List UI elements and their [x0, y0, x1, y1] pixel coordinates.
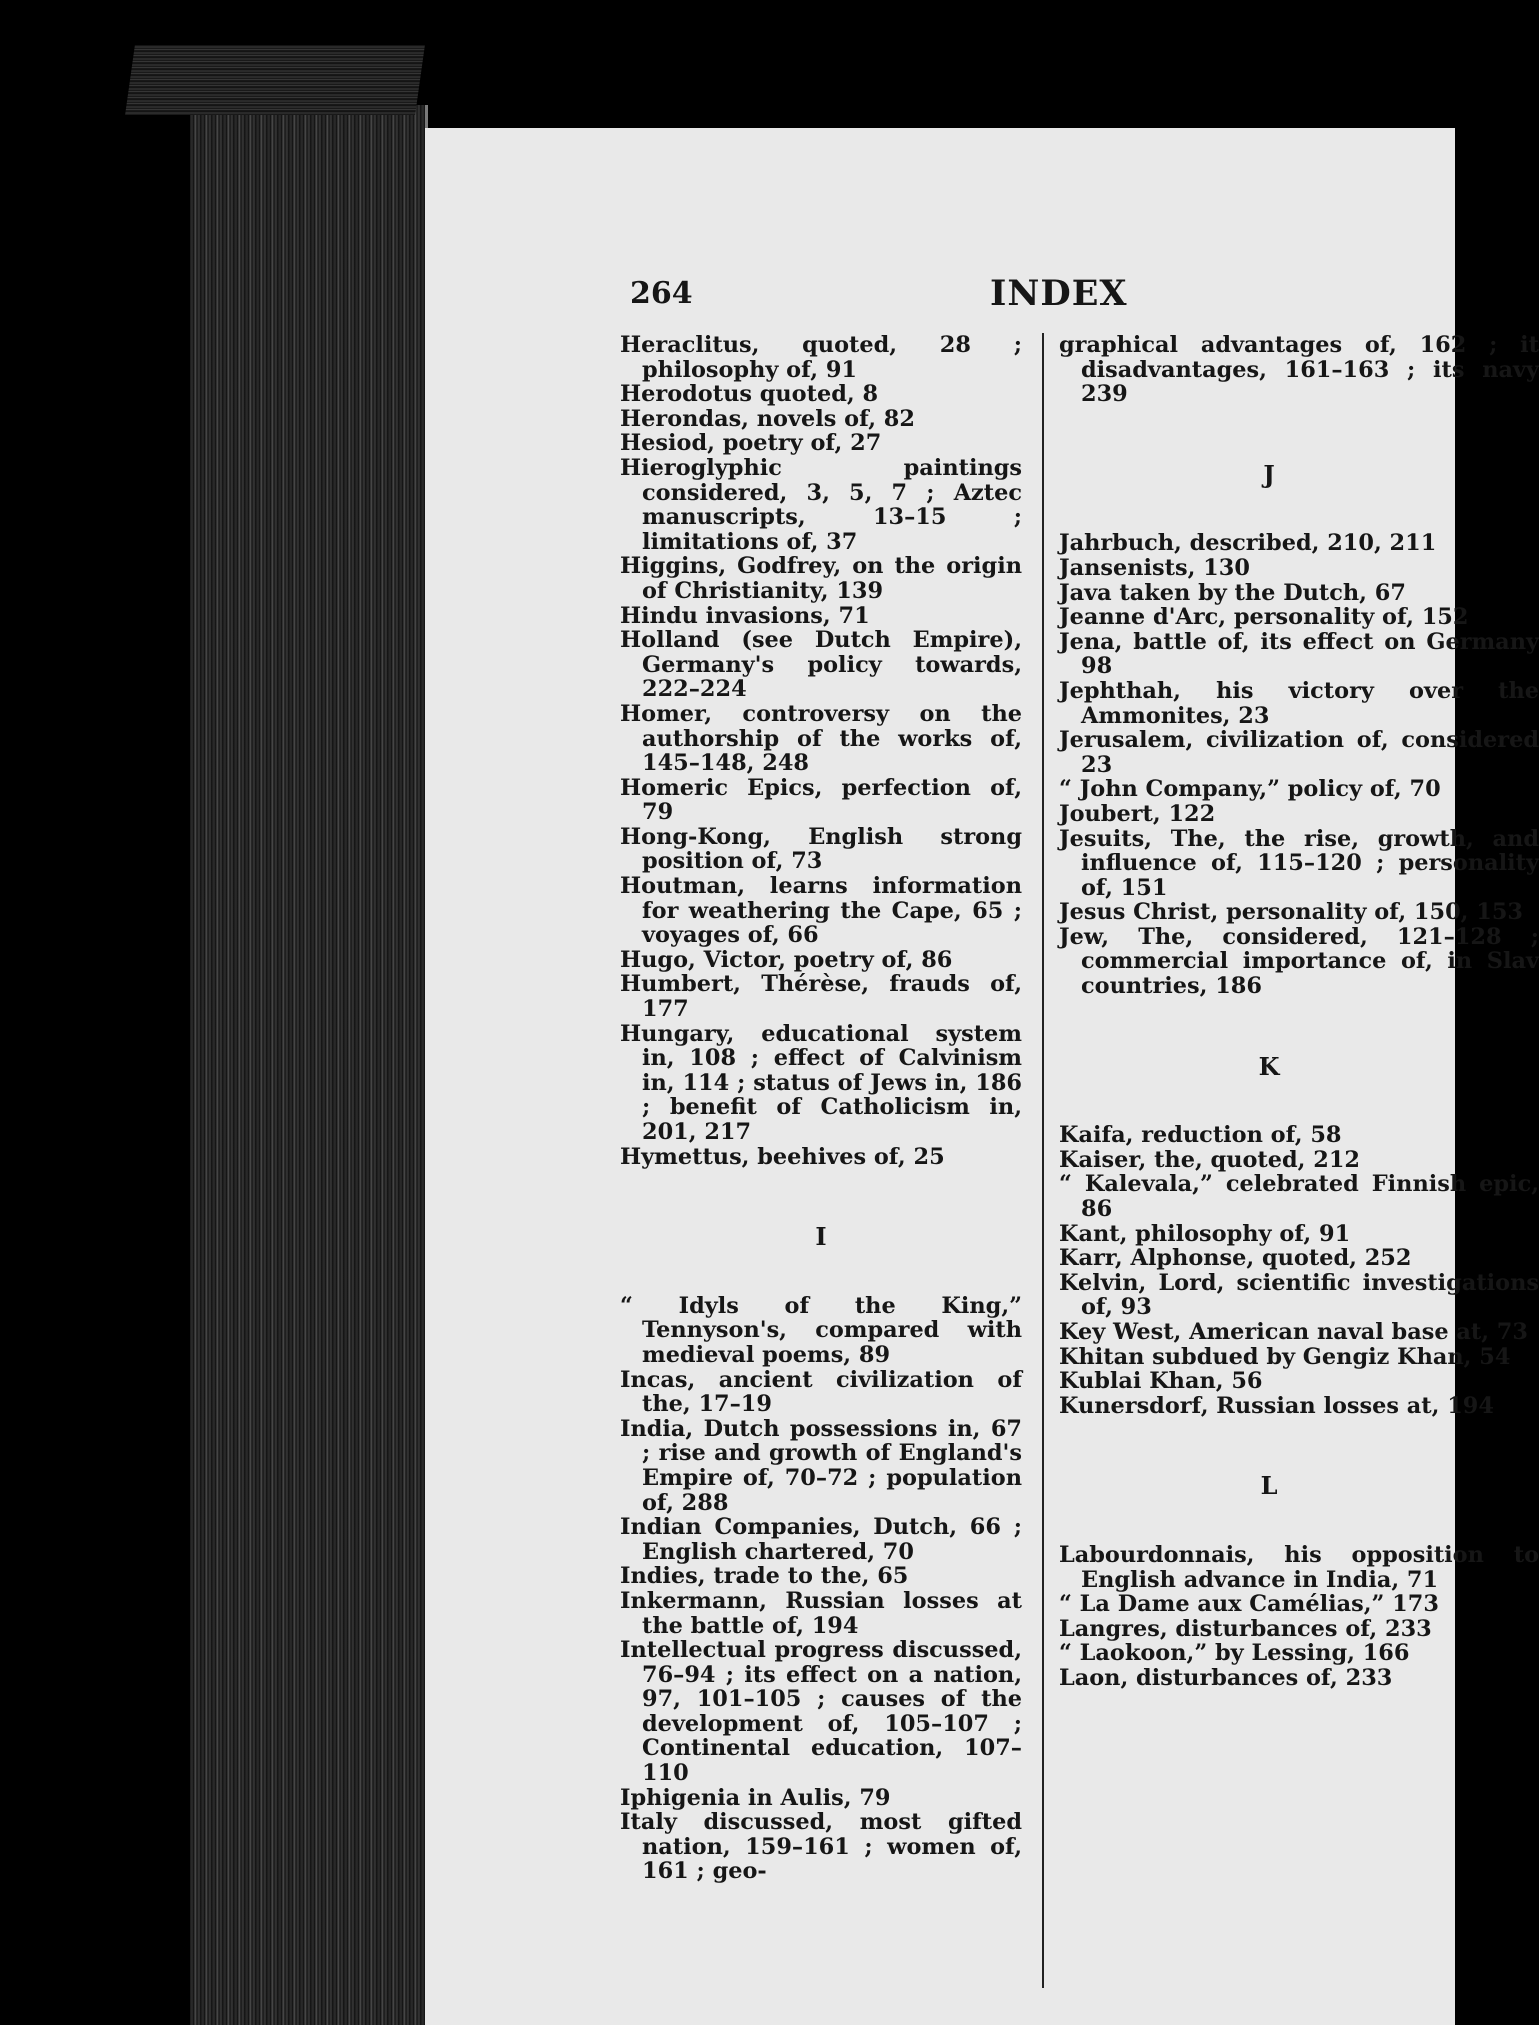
index-entry: Hymettus, beehives of, 25 [620, 1143, 945, 1170]
index-entry: Jew, The, considered, 121–128 ; commercial importance of, in Slav countries, 186 [1059, 923, 1539, 1000]
section-letter-k: K [1258, 1051, 1280, 1081]
index-entry: Hesiod, poetry of, 27 [620, 430, 882, 457]
index-entry: “ John Company,” policy of, 70 [1059, 776, 1441, 803]
index-entry: Hungary, educational system in, 108 ; effect of Calvinism in, 114 ; status of Jews in, 186 ; benefit of Catholicism in, 201, 217 [620, 1020, 1022, 1145]
index-entry: Kunersdorf, Russian losses at, 194 [1059, 1392, 1494, 1419]
index-entry: Herondas, novels of, 82 [620, 405, 915, 432]
index-entry: Jesus Christ, personality of, 150, 153 [1059, 899, 1523, 926]
index-entry: Kaifa, reduction of, 58 [1059, 1122, 1342, 1149]
index-entry: Jesuits, The, the rise, growth, and influence of, 115–120 ; personality of, 151 [1059, 825, 1539, 901]
index-entry: Kublai Khan, 56 [1059, 1368, 1263, 1395]
index-entry: Italy discussed, most gifted nation, 159–161 ; women of, 161 ; geo- [620, 1809, 1022, 1885]
index-entry: Humbert, Thérèse, frauds of, 177 [620, 971, 1022, 1023]
index-entry: “ La Dame aux Camélias,” 173 [1059, 1591, 1439, 1618]
index-entry: Herodotus quoted, 8 [620, 381, 879, 408]
index-entry: Intellectual progress discussed, 76–94 ; its effect on a nation, 97, 101–105 ; causes of the development of, 105–107 ; Continental education, 107–110 [620, 1637, 1022, 1787]
index-entry: “ Idyls of the King,” Tennyson's, compared with medieval poems, 89 [620, 1292, 1022, 1368]
index-entry: Key West, American naval base at, 73 [1059, 1319, 1528, 1345]
index-entry: Jephthah, his victory over the Ammonites, 23 [1059, 677, 1539, 729]
index-entry: Jeanne d'Arc, personality of, 152 [1059, 604, 1469, 631]
index-entry: Labourdonnais, his opposition to English advance in India, 71 [1059, 1541, 1539, 1593]
page-number: 264 [630, 276, 693, 311]
index-entry: Kaiser, the, quoted, 212 [1059, 1146, 1360, 1173]
index-entry: Heraclitus, quoted, 28 ; philosophy of, 91 [620, 332, 1022, 383]
column-divider [1042, 333, 1044, 1988]
index-entry: Jahrbuch, described, 210, 211 [1059, 530, 1437, 557]
section-letter-j: J [1263, 459, 1275, 489]
index-entry: Homeric Epics, perfection of, 79 [620, 774, 1022, 826]
index-entry: Kelvin, Lord, scientific investigations of, 93 [1059, 1269, 1539, 1321]
index-entry: Inkermann, Russian losses at the battle of, 194 [620, 1587, 1022, 1639]
index-entry: Laon, disturbances of, 233 [1059, 1664, 1393, 1691]
book-page-edges [190, 105, 428, 2025]
section-letter-l: L [1260, 1471, 1278, 1501]
index-entry: Hindu invasions, 71 [620, 602, 870, 629]
index-entry: Jena, battle of, its effect on Germany 98 [1059, 628, 1539, 680]
index-entry: Khitan subdued by Gengiz Khan, 54 [1059, 1343, 1511, 1370]
section-letter-i: I [815, 1222, 827, 1252]
index-entry: Hugo, Victor, poetry of, 86 [620, 946, 953, 973]
index-entry: Holland (see Dutch Empire), Germany's policy towards, 222–224 [620, 627, 1022, 703]
index-entry: Karr, Alphonse, quoted, 252 [1059, 1245, 1412, 1272]
index-column-right [1059, 333, 1539, 1691]
index-entry: Hong-Kong, English strong position of, 73 [620, 823, 1022, 875]
index-entry: Jansenists, 130 [1059, 554, 1250, 581]
index-column-left [620, 333, 1022, 1884]
index-entry: Langres, disturbances of, 233 [1059, 1615, 1432, 1642]
index-entry: Joubert, 122 [1059, 800, 1216, 827]
index-entry: Hieroglyphic paintings considered, 3, 5, 7 ; Aztec manuscripts, 13–15 ; limitations of, 37 [620, 454, 1022, 555]
index-entry-continuation: graphical advantages of, 162 ; it disadvantages, 161–163 ; its navy 239 [1059, 332, 1539, 408]
index-entry: Kant, philosophy of, 91 [1059, 1220, 1351, 1247]
index-entry: Homer, controversy on the authorship of the works of, 145–148, 248 [620, 700, 1022, 777]
index-entry: Java taken by the Dutch, 67 [1059, 579, 1406, 606]
index-entry: Houtman, learns information for weathering the Cape, 65 ; voyages of, 66 [620, 873, 1022, 949]
index-entry: Indian Companies, Dutch, 66 ; English chartered, 70 [620, 1514, 1022, 1565]
index-entry: Incas, ancient civilization of the, 17–19 [620, 1366, 1022, 1418]
index-entry: Indies, trade to the, 65 [620, 1563, 909, 1590]
index-entry: Higgins, Godfrey, on the origin of Christianity, 139 [620, 553, 1022, 604]
index-entry: “ Kalevala,” celebrated Finnish epic, 86 [1059, 1171, 1539, 1223]
index-page [425, 128, 1539, 2025]
page-title: INDEX [990, 273, 1128, 314]
index-entry: Iphigenia in Aulis, 79 [620, 1784, 891, 1811]
index-entry: India, Dutch possessions in, 67 ; rise and growth of England's Empire of, 70–72 ; population of, 288 [620, 1415, 1022, 1516]
index-entry: Jerusalem, civilization of, considered 23 [1059, 727, 1539, 778]
index-entry: “ Laokoon,” by Lessing, 166 [1059, 1640, 1410, 1667]
